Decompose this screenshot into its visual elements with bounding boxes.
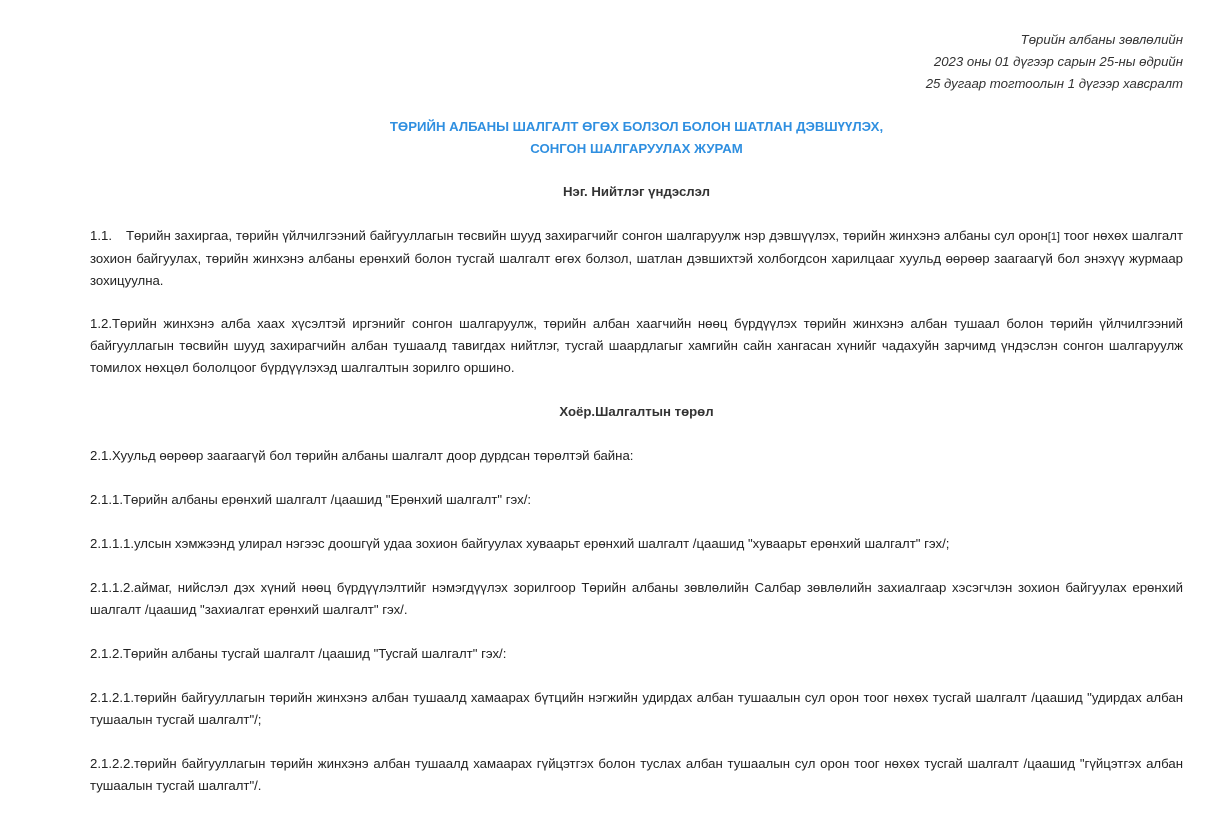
footnote-link[interactable]: [1] — [1047, 231, 1060, 243]
paragraph-number: 1.1. — [90, 228, 112, 243]
section-heading-1: Нэг. Нийтлэг үндэслэл — [563, 184, 710, 199]
annex-note — [926, 29, 1183, 95]
paragraph-2-1-2: 2.1.2.Төрийн албаны тусгай шалгалт /цаашид "Тусгай шалгалт" гэх/: — [90, 646, 507, 661]
paragraph-2-1-1: 2.1.1.Төрийн албаны ерөнхий шалгалт /цаашид "Ерөнхий шалгалт" гэх/: — [90, 492, 532, 507]
paragraph-2-1-1-1: 2.1.1.1.улсын хэмжээнд улирал нэгээс доошгүй удаа зохион байгуулах хуваарьт ерөнхий шалгалт /цаашид "хуваарьт ерөнхий шалгалт" гэх/; — [90, 536, 950, 551]
paragraph-text-cont: тоог нөхөх шалгалт зохион байгуулах, төрийн жинхэнэ албаны ерөнхий болон тусгай шалгалт өгөх болзол, шатлан дэвшихтэй холбогдсон харилцааг хуульд өөрөөр заагаагүй бол энэхүү журмаар зохицуулна. — [90, 228, 1183, 288]
paragraph-1-2: 1.2.Төрийн жинхэнэ алба хаах хүсэлтэй иргэнийг сонгон шалгаруулж, төрийн албан хаагчийн нөөц бүрдүүлэх төрийн жинхэнэ албан тушаал болон төрийн үйлчилгээний байгууллагын төсвийн шууд захирагчийн албан тушаалд тавигдах нийтлэг, тусгай шаардлагыг хамгийн сайн хангасан хүнийг чадахуйн зарчимд үндэслэн сонгон шалгаруулж томилох нөхцөл бололцоог бүрдүүлэхэд шалгалтын зорилго оршино. — [90, 316, 1183, 375]
annex-note-line-2: 2023 оны 01 дүгээр сарын 25-ны өдрийн — [933, 54, 1183, 69]
paragraph-2-1: 2.1.Хуульд өөрөөр заагаагүй бол төрийн албаны шалгалт доор дурдсан төрөлтэй байна: — [90, 448, 634, 463]
document-title-line-1: ТӨРИЙН АЛБАНЫ ШАЛГАЛТ ӨГӨХ БОЛЗОЛ БОЛОН ШАТЛАН ДЭВШҮҮЛЭХ, — [389, 119, 884, 134]
paragraph-2-1-1-2: 2.1.1.2.аймаг, нийслэл дэх хүний нөөц бүрдүүлэлтийг нэмэгдүүлэх зорилгоор Төрийн албаны зөвлөлийн Салбар зөвлөлийн захиалгаар хэсэгчлэн зохион байгуулах ерөнхий шалгалт /цаашид "захиалгат ерөнхий шалгалт" гэх/. — [90, 580, 1183, 617]
paragraph-2-1-2-1: 2.1.2.1.төрийн байгууллагын төрийн жинхэнэ албан тушаалд хамаарах бүтцийн нэгжийн удирдах албан тушаалын сул орон тоог нөхөх тусгай шалгалт /цаашид "удирдах албан тушаалын тусгай шалгалт"/; — [90, 690, 1183, 727]
document-title-line-2: СОНГОН ШАЛГАРУУЛАХ ЖУРАМ — [530, 141, 743, 156]
paragraph-text: Төрийн захиргаа, төрийн үйлчилгээний байгууллагын төсвийн шууд захирагчийг сонгон шалгаруулж нэр дэвшүүлэх, төрийн жинхэнэ албаны сул орон — [126, 228, 1048, 243]
paragraph-1-1 — [90, 225, 1183, 292]
annex-note-line-3: 25 дугаар тогтоолын 1 дүгээр хавсралт — [925, 76, 1183, 91]
paragraph-2-1-2-2: 2.1.2.2.төрийн байгууллагын төрийн жинхэнэ албан тушаалд хамаарах гүйцэтгэх болон туслах албан тушаалын сул орон тоог нөхөх тусгай шалгалт /цаашид "гүйцэтгэх албан тушаалын тусгай шалгалт"/. — [90, 756, 1183, 793]
annex-note-line-1: Төрийн албаны зөвлөлийн — [1020, 32, 1183, 47]
section-heading-2: Хоёр.Шалгалтын төрөл — [559, 404, 714, 419]
document-title — [90, 116, 1183, 160]
